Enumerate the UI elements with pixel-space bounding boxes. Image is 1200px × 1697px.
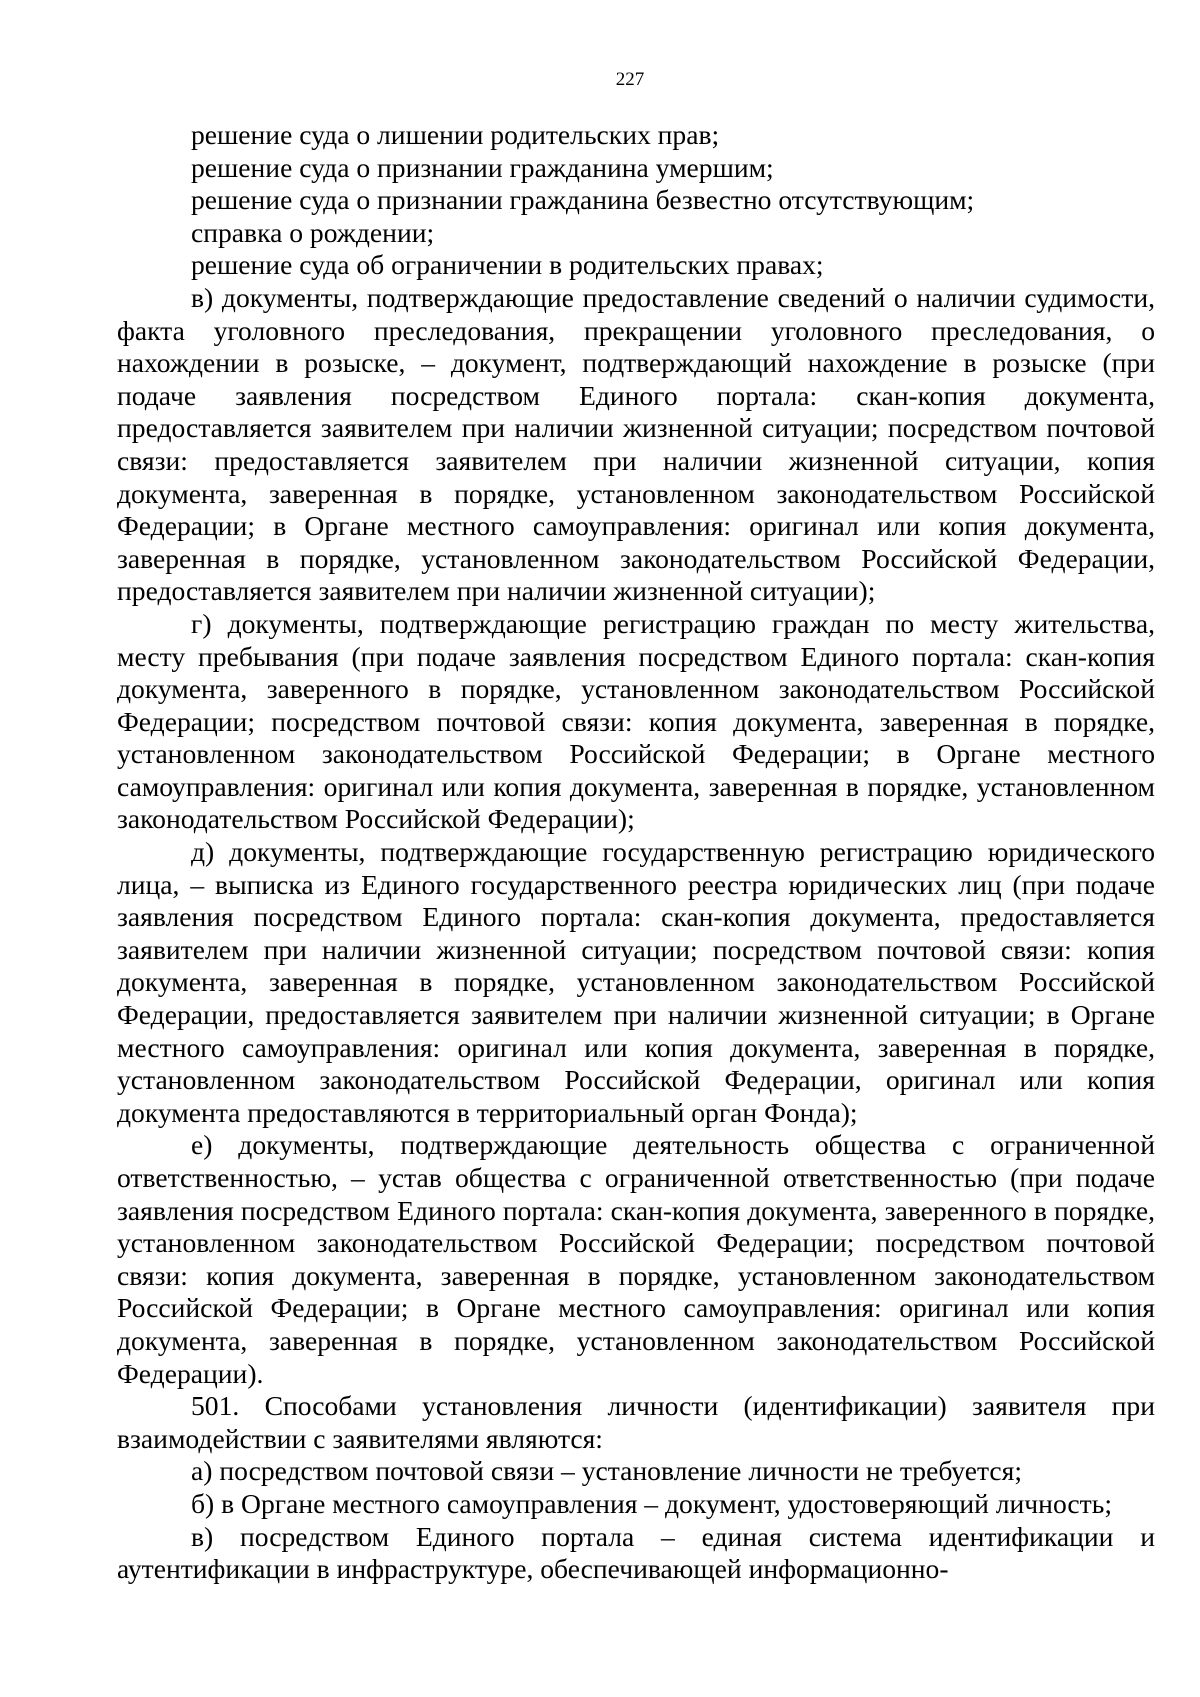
paragraph-d-legal-entity: д) документы, подтверждающие государственную регистрацию юридического лица, – выписка из Единого государственного реестра юридических лиц (при подаче заявления посредством Единого портала: скан-копия документа, предоставляется заявителем при наличии жизненной ситуации; посредством почтовой связи: копия документа, заверенная в порядке, установленном законодательством Российской Федерации, предоставляется заявителем при наличии жизненной ситуации; в Органе местного самоуправления: оригинал или копия документа, заверенная в порядке, установленном законодательством Российской Федерации, оригинал или копия документа предоставляются в территориальный орган Фонда); bbox=[117, 836, 1155, 1128]
list-item-a-postal: а) посредством почтовой связи – установление личности не требуется; bbox=[191, 1455, 1022, 1487]
list-item-v-unified-portal: в) посредством Единого портала – единая система идентификации и аутентификации в инфраструктуре, обеспечивающей информационно- bbox=[117, 1520, 1155, 1585]
list-item-court-decision-restriction: решение суда об ограничении в родительских правах; bbox=[191, 249, 824, 281]
paragraph-v-criminal-record: в) документы, подтверждающие предоставление сведений о наличии судимости, факта уголовного преследования, прекращении уголовного преследования, о нахождении в розыске, – документ, подтверждающий нахождение в розыске (при подаче заявления посредством Единого портала: скан-копия документа, предоставляется заявителем при наличии жизненной ситуации; посредством почтовой связи: предоставляется заявителем при наличии жизненной ситуации, копия документа, заверенная в порядке, установленном законодательством Российской Федерации; в Органе местного самоуправления: оригинал или копия документа, заверенная в порядке, установленном законодательством Российской Федерации, предоставляется заявителем при наличии жизненной ситуации); bbox=[117, 281, 1155, 607]
list-item-birth-certificate: справка о рождении; bbox=[191, 216, 435, 248]
paragraph-g-registration: г) документы, подтверждающие регистрацию граждан по месту жительства, месту пребывания (при подаче заявления посредством Единого портала: скан-копия документа, заверенного в порядке, установленном законодательством Российской Федерации; посредством почтовой связи: копия документа, заверенная в порядке, установленном законодательством Российской Федерации; в Органе местного самоуправления: оригинал или копия документа, заверенная в порядке, установленном законодательством Российской Федерации); bbox=[117, 607, 1155, 835]
list-item-court-decision-parental-rights: решение суда о лишении родительских прав; bbox=[191, 119, 720, 150]
page-number: 227 bbox=[615, 69, 645, 90]
list-item-court-decision-deceased: решение суда о признании гражданина умершим; bbox=[191, 151, 774, 183]
paragraph-e-llc-activity: е) документы, подтверждающие деятельность общества с ограниченной ответственностью, – устав общества с ограниченной ответственностью (при подаче заявления посредством Единого портала: скан-копия документа, заверенного в порядке, установленном законодательством Российской Федерации; посредством почтовой связи: копия документа, заверенная в порядке, установленном законодательством Российской Федерации; в Органе местного самоуправления: оригинал или копия документа, заверенная в порядке, установленном законодательством Российской Федерации). bbox=[117, 1129, 1155, 1389]
list-item-court-decision-missing: решение суда о признании гражданина безвестно отсутствующим; bbox=[191, 184, 975, 216]
paragraph-501-identification: 501. Способами установления личности (идентификации) заявителя при взаимодействии с заявителями являются: bbox=[117, 1390, 1155, 1454]
document-body bbox=[117, 119, 1155, 1586]
list-item-b-local-authority: б) в Органе местного самоуправления – документ, удостоверяющий личность; bbox=[191, 1487, 1112, 1519]
